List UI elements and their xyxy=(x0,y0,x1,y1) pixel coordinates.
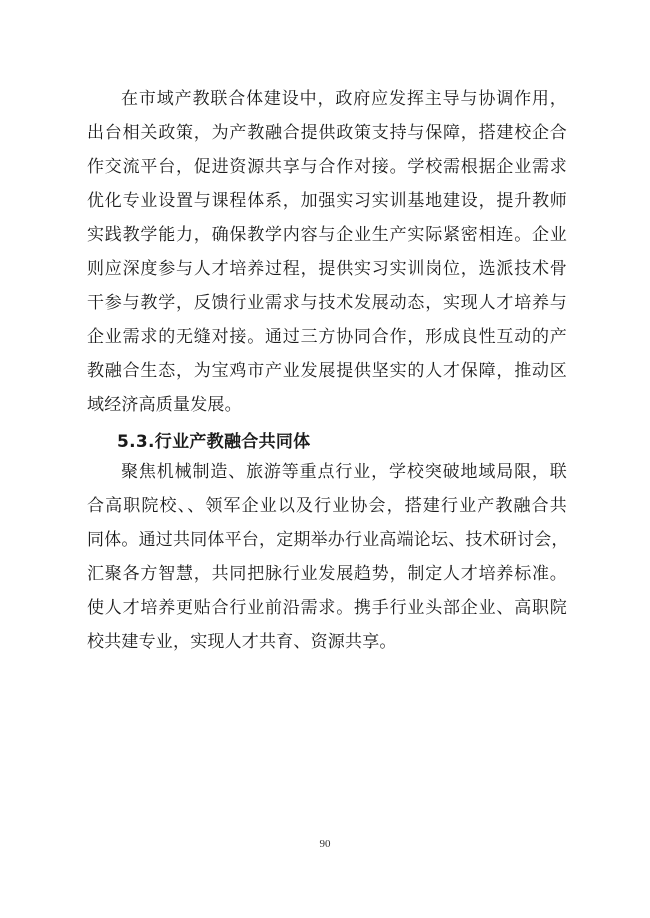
paragraph-line: 使人才培养更贴合行业前沿需求。携手行业头部企业、高职院 xyxy=(87,598,567,618)
paragraph-line: 校共建专业，实现人才共育、资源共享。 xyxy=(87,632,397,652)
paragraph-industry-community xyxy=(87,455,567,659)
paragraph-line: 在市域产教联合体建设中，政府应发挥主导与协调作用， xyxy=(121,89,567,109)
paragraph-line: 实践教学能力，确保教学内容与企业生产实际紧密相连。企业 xyxy=(87,225,567,245)
paragraph-line: 聚焦机械制造、旅游等重点行业，学校突破地域局限，联 xyxy=(121,462,567,482)
paragraph-line: 同体。通过共同体平台，定期举办行业高端论坛、技术研讨会， xyxy=(87,530,569,550)
paragraph-line: 优化专业设置与课程体系，加强实习实训基地建设，提升教师 xyxy=(87,191,567,211)
paragraph-line: 出台相关政策，为产教融合提供政策支持与保障，搭建校企合 xyxy=(87,123,567,143)
paragraph-industry-education-alliance xyxy=(87,82,567,422)
paragraph-line: 作交流平台，促进资源共享与合作对接。学校需根据企业需求 xyxy=(87,157,567,177)
paragraph-line: 汇聚各方智慧，共同把脉行业发展趋势，制定人才培养标准。 xyxy=(87,564,567,584)
paragraph-line: 则应深度参与人才培养过程，提供实习实训岗位，选派技术骨 xyxy=(87,259,567,279)
paragraph-line: 合高职院校、、领军企业以及行业协会，搭建行业产教融合共 xyxy=(87,496,567,516)
paragraph-line: 域经济高质量发展。 xyxy=(87,395,242,415)
paragraph-line: 干参与教学，反馈行业需求与技术发展动态，实现人才培养与 xyxy=(87,293,567,313)
page-number: 90 xyxy=(319,838,331,850)
section-heading xyxy=(117,425,557,459)
paragraph-line: 教融合生态，为宝鸡市产业发展提供坚实的人才保障，推动区 xyxy=(87,361,567,381)
paragraph-line: 企业需求的无缝对接。通过三方协同合作，形成良性互动的产 xyxy=(87,327,567,347)
section-heading-text: 5.3.行业产教融合共同体 xyxy=(117,432,311,452)
